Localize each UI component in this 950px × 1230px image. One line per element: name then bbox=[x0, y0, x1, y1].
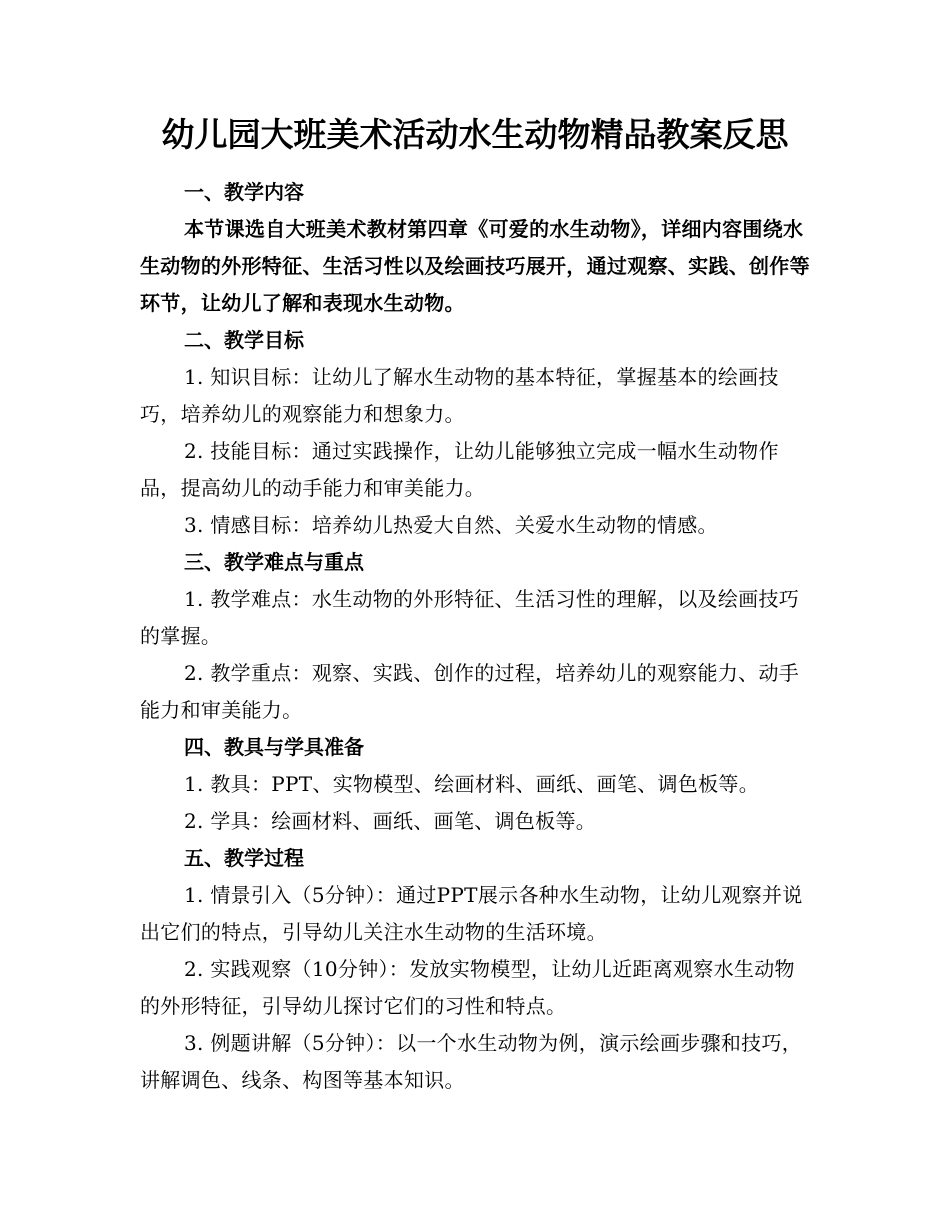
list-item: 1. 情景引入（5分钟）：通过PPT展示各种水生动物，让幼儿观察并说出它们的特点，引导幼儿关注水生动物的生活环境。 bbox=[140, 883, 803, 944]
section-heading: 二、教学目标 bbox=[184, 328, 304, 352]
document-title: 幼儿园大班美术活动水生动物精品教案反思 bbox=[161, 115, 789, 154]
document-page bbox=[140, 110, 810, 1099]
section-teaching-content bbox=[140, 174, 810, 322]
section-paragraph: 本节课选自大班美术教材第四章《可爱的水生动物》，详细内容围绕水生动物的外形特征、生活习性以及绘画技巧展开，通过观察、实践、创作等环节，让幼儿了解和表现水生动物。 bbox=[140, 217, 810, 315]
list-item: 1. 教具：PPT、实物模型、绘画材料、画纸、画笔、调色板等。 bbox=[184, 772, 759, 796]
list-item: 1. 教学难点：水生动物的外形特征、生活习性的理解，以及绘画技巧的掌握。 bbox=[140, 587, 800, 648]
list-item: 3. 例题讲解（5分钟）：以一个水生动物为例，演示绘画步骤和技巧，讲解调色、线条、构图等基本知识。 bbox=[140, 1031, 803, 1092]
list-item: 2. 教学重点：观察、实践、创作的过程，培养幼儿的观察能力、动手能力和审美能力。 bbox=[140, 661, 800, 722]
list-item: 2. 学具：绘画材料、画纸、画笔、调色板等。 bbox=[184, 809, 597, 833]
list-item: 1. 知识目标：让幼儿了解水生动物的基本特征，掌握基本的绘画技巧，培养幼儿的观察能力和想象力。 bbox=[140, 365, 779, 426]
section-heading: 四、教具与学具准备 bbox=[184, 735, 364, 759]
section-heading: 一、教学内容 bbox=[184, 180, 304, 204]
section-heading: 五、教学过程 bbox=[184, 846, 304, 870]
section-difficulties-and-key-points bbox=[140, 544, 810, 729]
list-item: 2. 实践观察（10分钟）：发放实物模型，让幼儿近距离观察水生动物的外形特征，引导幼儿探讨它们的习性和特点。 bbox=[140, 957, 795, 1018]
section-heading: 三、教学难点与重点 bbox=[184, 550, 364, 574]
section-teaching-process bbox=[140, 840, 810, 1099]
section-teaching-aids bbox=[140, 729, 810, 840]
section-teaching-objectives bbox=[140, 322, 810, 544]
list-item: 3. 情感目标：培养幼儿热爱大自然、关爱水生动物的情感。 bbox=[184, 513, 718, 537]
list-item: 2. 技能目标：通过实践操作，让幼儿能够独立完成一幅水生动物作品，提高幼儿的动手能力和审美能力。 bbox=[140, 439, 779, 500]
